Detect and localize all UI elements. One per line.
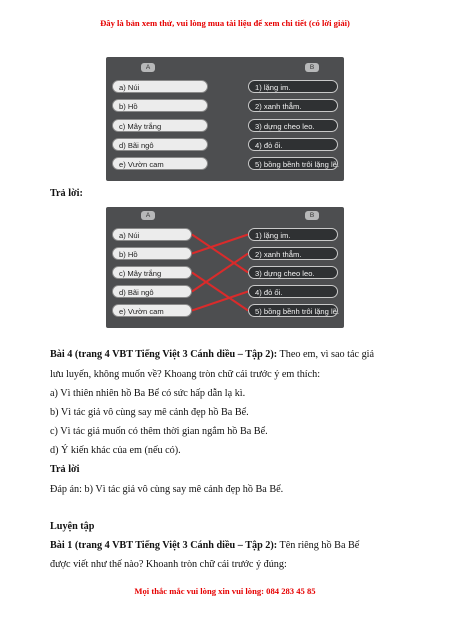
match-line <box>192 273 248 311</box>
column-a-heading: A <box>141 63 155 72</box>
practice-heading: Luyện tập <box>50 521 95 532</box>
matching-lines <box>106 207 344 328</box>
contact-notice: Mọi thắc mắc vui lòng xin vui lòng: 084 283 45 85 <box>134 586 316 596</box>
column-a-item: a) Núi <box>112 228 192 241</box>
practice-exercise-1-text: Tên riêng hồ Ba Bể <box>277 540 360 551</box>
column-b-item: 1) lặng im. <box>248 80 338 93</box>
column-b-item: 5) bồng bềnh trôi lặng lẽ. <box>248 157 338 170</box>
column-a-item: d) Bãi ngô <box>112 285 192 298</box>
match-line <box>192 235 248 273</box>
column-b-item: 2) xanh thẳm. <box>248 247 338 260</box>
option-b: b) Vì tác giả vô cùng say mê cảnh đẹp hồ Ba Bể. <box>50 407 249 418</box>
option-c: c) Vì tác giả muốn có thêm thời gian ngắm hồ Ba Bể. <box>50 426 268 437</box>
column-b-item: 4) đỏ ối. <box>248 285 338 298</box>
preview-notice: Đây là bản xem thử, vui lòng mua tài liệu để xem chi tiết (có lời giải) <box>100 18 350 28</box>
exercise-image <box>106 57 344 181</box>
column-b-item: 2) xanh thẳm. <box>248 99 338 112</box>
exercise-4-title: Bài 4 (trang 4 VBT Tiếng Việt 3 Cánh diều – Tập 2): <box>50 349 278 360</box>
column-a-item: e) Vườn cam <box>112 157 208 170</box>
answer-label: Trả lời: <box>50 188 83 199</box>
exercise-4-question-text: Theo em, vì sao tác giả <box>277 349 375 360</box>
answer-label: Trả lời <box>50 464 80 475</box>
column-a-item: c) Mây trắng <box>112 266 192 279</box>
match-line <box>192 254 248 292</box>
column-b-item: 1) lặng im. <box>248 228 338 241</box>
exercise-4-question <box>50 348 374 362</box>
answer-image <box>106 207 344 328</box>
option-d: d) Ý kiến khác của em (nếu có). <box>50 445 181 456</box>
column-a-item: b) Hồ <box>112 247 192 260</box>
column-b-item: 3) dựng cheo leo. <box>248 119 338 132</box>
answer-text: Đáp án: b) Vì tác giả vô cùng say mê cảnh đẹp hồ Ba Bể. <box>50 484 284 495</box>
column-b-heading: B <box>305 211 319 220</box>
match-line <box>192 235 248 254</box>
column-a-heading: A <box>141 211 155 220</box>
column-b-item: 3) dựng cheo leo. <box>248 266 338 279</box>
match-line <box>192 292 248 311</box>
practice-exercise-1-cont: được viết như thế nào? Khoanh tròn chữ cái trước ý đúng: <box>50 559 287 570</box>
column-b-item: 5) bồng bềnh trôi lặng lẽ. <box>248 304 338 317</box>
option-a: a) Vì thiên nhiên hồ Ba Bể có sức hấp dẫn lạ kì. <box>50 388 246 399</box>
exercise-4-question-cont: lưu luyến, không muốn về? Khoang tròn chữ cái trước ý em thích: <box>50 369 321 380</box>
column-a-item: e) Vườn cam <box>112 304 192 317</box>
practice-exercise-1-title: Bài 1 (trang 4 VBT Tiếng Việt 3 Cánh diều – Tập 2): <box>50 540 278 551</box>
column-b-heading: B <box>305 63 319 72</box>
column-a-item: d) Bãi ngô <box>112 138 208 151</box>
practice-exercise-1 <box>50 539 359 553</box>
column-a-item: a) Núi <box>112 80 208 93</box>
column-a-item: b) Hồ <box>112 99 208 112</box>
column-a-item: c) Mây trắng <box>112 119 208 132</box>
column-b-item: 4) đỏ ối. <box>248 138 338 151</box>
